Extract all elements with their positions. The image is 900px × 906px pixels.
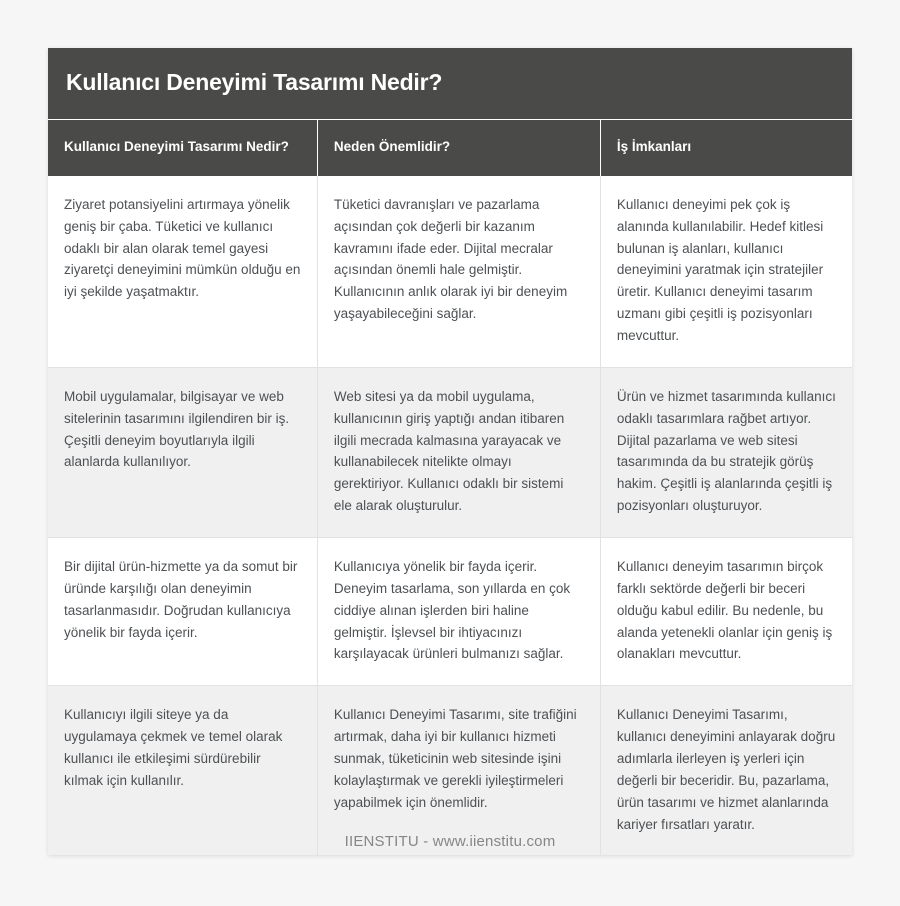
cell-jobs-2: Ürün ve hizmet tasarımında kullanıcı odaklı tasarımlara rağbet artıyor. Dijital pazarlama ve web sitesi tasarımında da bu stratejik görüş hakim. Çeşitli iş alanlarında çeşitli iş pozisyonları oluşturuyor.: [600, 367, 852, 537]
cell-definition-3: Bir dijital ürün-hizmette ya da somut bir üründe karşılığı olan deneyimin tasarlanmasıdır. Doğrudan kullanıcıya yönelik bir fayda içerir.: [48, 537, 317, 685]
table-head: [48, 119, 852, 176]
cell-importance-1: Tüketici davranışları ve pazarlama açısından çok değerli bir kazanım kavramını ifade eder. Dijital mecralar açısından önemli hale gelmiştir. Kullanıcının anlık olarak iyi bir deneyim yaşayabileceğini sağlar.: [317, 176, 600, 368]
table-row: [48, 367, 852, 537]
table-row: [48, 176, 852, 368]
cell-jobs-1: Kullanıcı deneyimi pek çok iş alanında kullanılabilir. Hedef kitlesi bulunan iş alanları, kullanıcı deneyimini yaratmak için stratejiler üretir. Kullanıcı deneyimi tasarım uzmanı gibi çeşitli iş pozisyonları mevcuttur.: [600, 176, 852, 368]
cell-jobs-4: Kullanıcı Deneyimi Tasarımı, kullanıcı deneyimini anlayarak doğru adımlarla ilerleyen iş yerleri için değerli bir beceridir. Bu, pazarlama, ürün tasarımı ve hizmet alanlarında kariyer fırsatları yaratır.: [600, 686, 852, 856]
comparison-table-card: [48, 48, 852, 855]
footer-attribution: IIENSTITU - www.iienstitu.com: [344, 833, 556, 850]
cell-definition-2: Mobil uygulamalar, bilgisayar ve web sitelerinin tasarımını ilgilendiren bir iş. Çeşitli deneyim boyutlarıyla ilgili alanlarda kullanılıyor.: [48, 367, 317, 537]
table-body: [48, 176, 852, 856]
table-title: Kullanıcı Deneyimi Tasarımı Nedir?: [48, 48, 852, 119]
cell-importance-2: Web sitesi ya da mobil uygulama, kullanıcının giriş yaptığı andan itibaren ilgili mecrada kalmasına yarayacak ve kullanabilecek nitelikte olmayı gerektiriyor. Kullanıcı odaklı bir sistemi ele alarak oluşturulur.: [317, 367, 600, 537]
table-row: [48, 537, 852, 685]
cell-definition-1: Ziyaret potansiyelini artırmaya yönelik geniş bir çaba. Tüketici ve kullanıcı odaklı bir alan olarak temel gayesi ziyaretçi deneyimini mümkün olduğu en iyi şekilde yaşatmaktır.: [48, 176, 317, 368]
column-header-2: Neden Önemlidir?: [317, 119, 600, 176]
cell-definition-4: Kullanıcıyı ilgili siteye ya da uygulamaya çekmek ve temel olarak kullanıcı ile etkileşimi sürdürebilir kılmak için kullanılır.: [48, 686, 317, 856]
header-row: [48, 119, 852, 176]
table-row: [48, 686, 852, 856]
cell-jobs-3: Kullanıcı deneyim tasarımın birçok farklı sektörde değerli bir beceri olduğu kabul edilir. Bu nedenle, bu alanda yetenekli olanlar için geniş iş olanakları mevcuttur.: [600, 537, 852, 685]
cell-importance-4: Kullanıcı Deneyimi Tasarımı, site trafiğini artırmak, daha iyi bir kullanıcı hizmeti sunmak, tüketicinin web sitesinde işini kolaylaştırmak ve gerekli iyileştirmeleri yapabilmek için önemlidir.: [317, 686, 600, 856]
comparison-table: [48, 119, 852, 856]
cell-importance-3: Kullanıcıya yönelik bir fayda içerir. Deneyim tasarlama, son yıllarda en çok ciddiye alınan işlerden biri haline gelmiştir. İşlevsel bir ihtiyacınızı karşılayacak ürünleri bulmanızı sağlar.: [317, 537, 600, 685]
column-header-3: İş İmkanları: [600, 119, 852, 176]
column-header-1: Kullanıcı Deneyimi Tasarımı Nedir?: [48, 119, 317, 176]
